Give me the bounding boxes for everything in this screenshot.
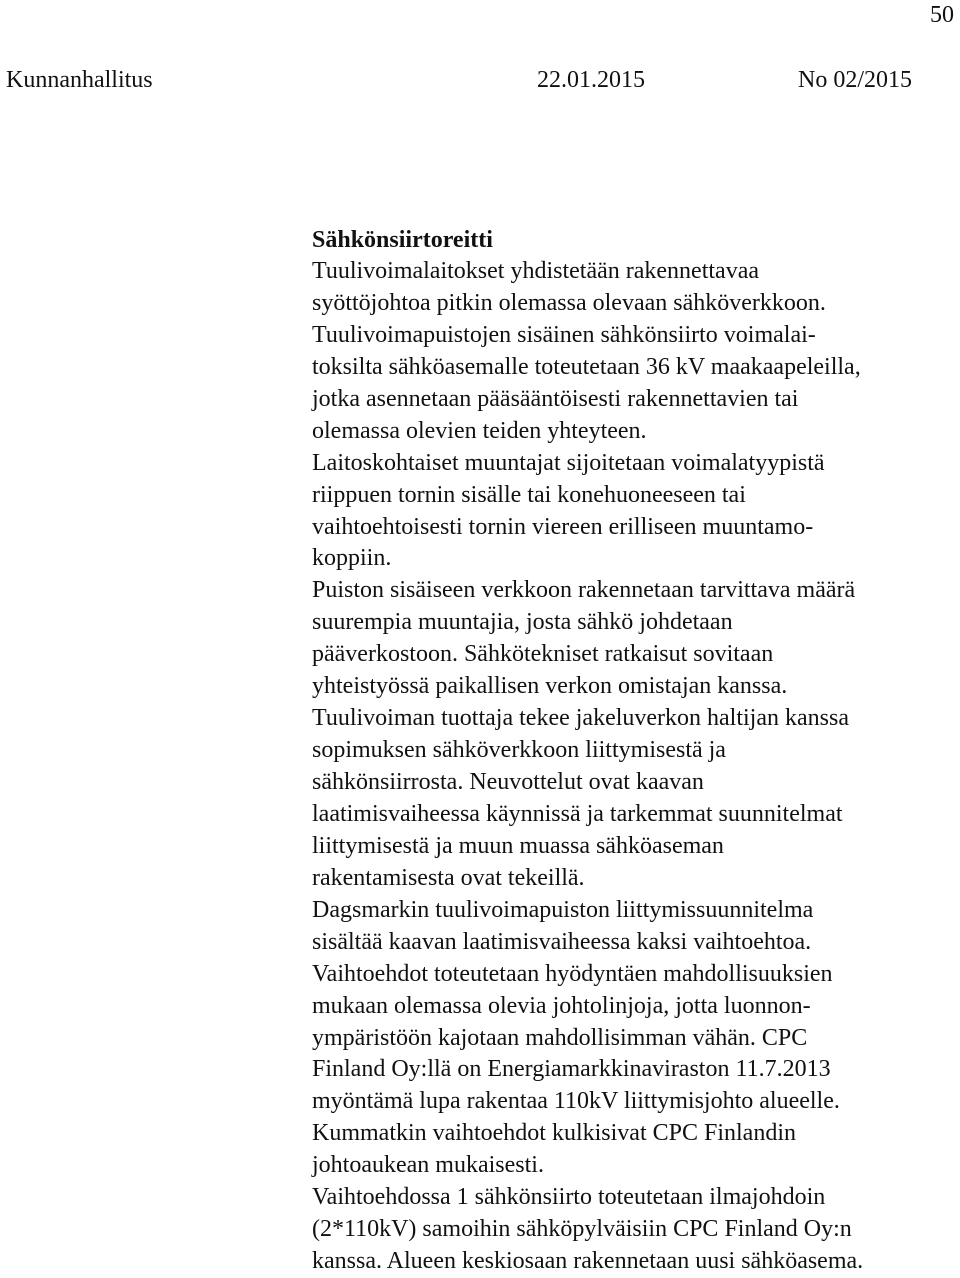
text-line: sisältää kaavan laatimisvaiheessa kaksi vaihtoehtoa.: [312, 928, 812, 955]
header-document-number: No 02/2015: [798, 67, 912, 93]
text-line: laatimisvaiheessa käynnissä ja tarkemmat suunnitelmat: [312, 800, 843, 827]
text-line: ympäristöön kajotaan mahdollisimman vähän. CPC: [312, 1024, 808, 1051]
text-line: liittymisestä ja muun muassa sähköaseman: [312, 832, 724, 859]
text-line: vaihtoehtoisesti tornin viereen erilliseen muuntamo-: [312, 513, 814, 540]
text-line: pääverkostoon. Sähkötekniset ratkaisut sovitaan: [312, 641, 774, 668]
text-line: (2*110kV) samoihin sähköpylväisiin CPC Finland Oy:n: [312, 1216, 852, 1243]
header-date: 22.01.2015: [537, 67, 645, 93]
text-line: kanssa. Alueen keskiosaan rakennetaan uusi sähköasema.: [312, 1248, 864, 1275]
text-line: syöttöjohtoa pitkin olemassa olevaan sähköverkkoon.: [312, 289, 826, 316]
text-line: suurempia muuntajia, josta sähkö johdetaan: [312, 609, 733, 636]
text-line: Tuulivoimalaitokset yhdistetään rakennettavaa: [312, 258, 759, 284]
text-line: Tuulivoimapuistojen sisäinen sähkönsiirto voimalai-: [312, 321, 816, 348]
text-line: sopimuksen sähköverkkoon liittymisestä ja: [312, 737, 726, 764]
text-line: Vaihtoehdot toteutetaan hyödyntäen mahdollisuuksien: [312, 960, 833, 987]
text-line: olemassa olevien teiden yhteyteen.: [312, 417, 647, 444]
text-line: sähkönsiirrosta. Neuvottelut ovat kaavan: [312, 769, 704, 795]
text-line: Tuulivoiman tuottaja tekee jakeluverkon haltijan kanssa: [312, 705, 849, 732]
text-line: Puiston sisäiseen verkkoon rakennetaan tarvittava määrä: [312, 577, 856, 604]
text-line: jotka asennetaan pääsääntöisesti rakennettavien tai: [312, 385, 799, 412]
section-body: [312, 224, 957, 1278]
header-organization: Kunnanhallitus: [6, 67, 153, 93]
text-line: riippuen tornin sisälle tai konehuoneeseen tai: [312, 481, 746, 508]
text-line: Dagsmarkin tuulivoimapuiston liittymissuunnitelma: [312, 896, 814, 923]
text-line: myöntämä lupa rakentaa 110kV liittymisjohto alueelle.: [312, 1088, 840, 1115]
document-header: [6, 64, 946, 96]
text-line: johtoaukean mukaisesti.: [312, 1152, 544, 1179]
text-line: toksilta sähköasemalle toteutetaan 36 kV maakaapeleilla,: [312, 353, 861, 380]
text-line: Laitoskohtaiset muuntajat sijoitetaan voimalatyypistä: [312, 449, 825, 476]
text-line: koppiin.: [312, 545, 392, 572]
text-line: Kummatkin vaihtoehdot kulkisivat CPC Finlandin: [312, 1120, 796, 1147]
text-line: Vaihtoehdossa 1 sähkönsiirto toteutetaan ilmajohdoin: [312, 1184, 826, 1211]
text-line: Finland Oy:llä on Energiamarkkinaviraston 11.7.2013: [312, 1056, 831, 1083]
section-title: Sähkönsiirtoreitti: [312, 227, 493, 253]
page-number: 50: [930, 2, 954, 28]
text-line: yhteistyössä paikallisen verkon omistajan kanssa.: [312, 673, 788, 700]
text-line: rakentamisesta ovat tekeillä.: [312, 864, 585, 891]
text-line: mukaan olemassa olevia johtolinjoja, jotta luonnon-: [312, 992, 811, 1019]
